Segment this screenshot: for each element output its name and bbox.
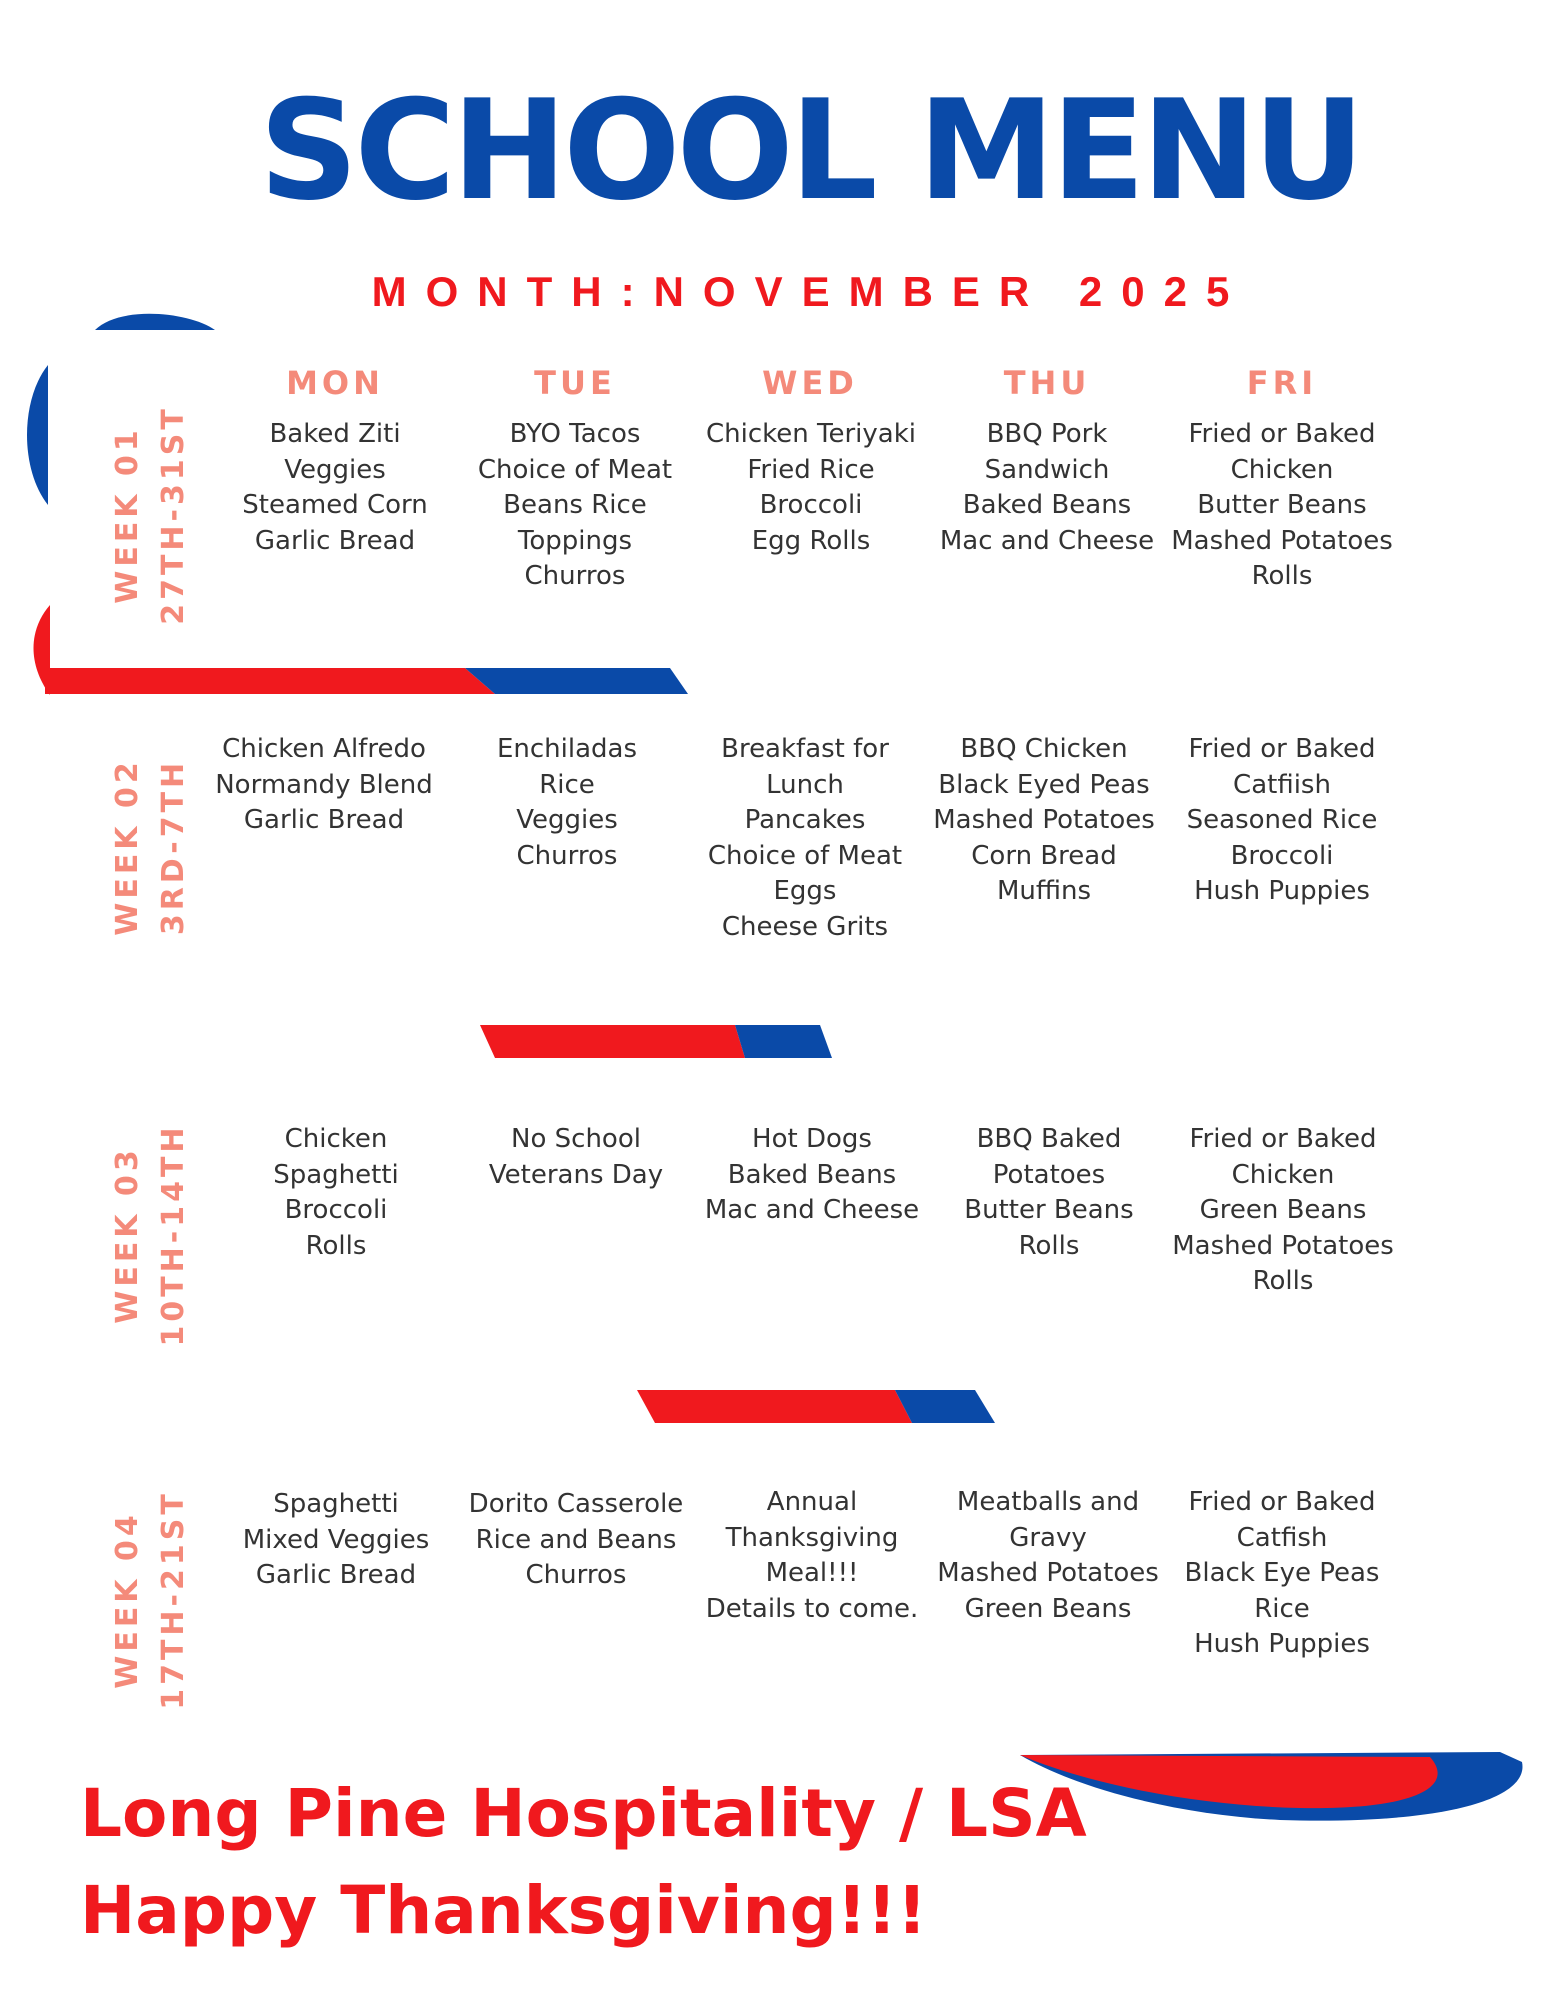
meal-item: Pancakes: [744, 805, 866, 835]
meal-item: Mashed Potatoes: [933, 805, 1155, 835]
meal-item: Seasoned Rice: [1186, 805, 1378, 835]
meal-item: Muffins: [996, 876, 1092, 906]
meal-item: Chicken: [1230, 454, 1334, 485]
meal-item: Black Eyed Peas: [938, 769, 1150, 800]
meal-cell-w1-wed: [691, 417, 931, 559]
meal-item: Chicken Teriyaki: [706, 419, 916, 449]
meal-cell-w1-thu: [927, 417, 1167, 559]
week-dates: 3RD-7TH: [156, 758, 191, 936]
meal-item: Potatoes: [992, 1159, 1106, 1190]
meal-cell-w2-wed: [685, 732, 925, 945]
page-title: SCHOOL MENU: [259, 70, 1361, 231]
meal-item: Dorito Casserole: [468, 1489, 684, 1519]
meal-item: Rice and Beans: [475, 1524, 677, 1555]
meal-item: Cheese Grits: [721, 911, 889, 942]
meal-item: Beans Rice: [503, 490, 647, 520]
meal-cell-w1-fri: [1162, 417, 1402, 595]
meal-item: Garlic Bread: [243, 805, 405, 835]
month-subtitle: MONTH:NOVEMBER 2025: [371, 268, 1249, 315]
meal-item: Broccoli: [759, 490, 863, 520]
meal-item: Eggs: [773, 876, 837, 906]
meal-cell-w3-wed: [692, 1122, 932, 1229]
meal-item: Corn Bread: [971, 840, 1117, 871]
meal-item: Green Beans: [1199, 1195, 1367, 1225]
day-header-tue: TUE: [534, 364, 616, 402]
meal-item: Details to come.: [705, 1593, 919, 1624]
week-number: WEEK 02: [110, 758, 145, 936]
meal-item: Rolls: [1252, 1266, 1314, 1296]
meal-item: Hot Dogs: [752, 1124, 872, 1154]
meal-item: Churros: [524, 561, 626, 591]
meal-item: Breakfast for: [721, 734, 889, 764]
meal-item: Rolls: [1018, 1230, 1080, 1261]
meal-cell-w2-tue: [447, 732, 687, 874]
meal-cell-w1-mon: [215, 417, 455, 559]
meal-item: BBQ Pork: [986, 419, 1108, 449]
blue-arc-top-left: [48, 314, 215, 330]
meal-cell-w3-mon: [216, 1122, 456, 1264]
meal-item: Choice of Meat: [707, 840, 903, 871]
meal-item: Garlic Bread: [255, 1560, 417, 1590]
meal-item: Spaghetti: [273, 1159, 399, 1190]
meal-item: Mac and Cheese: [939, 525, 1155, 556]
meal-item: Butter Beans: [1197, 490, 1367, 520]
meal-item: BBQ Chicken: [960, 734, 1128, 764]
footer-organization: Long Pine Hospitality / LSA: [80, 1775, 1087, 1852]
meal-item: No School: [511, 1124, 641, 1154]
stripe-week3-blue: [895, 1390, 995, 1423]
meal-item: Veterans Day: [488, 1159, 664, 1190]
day-header-thu: THU: [1003, 364, 1091, 402]
stripe-week2-blue: [735, 1025, 832, 1058]
meal-item: Meatballs and: [956, 1487, 1140, 1517]
meal-item: Baked Beans: [727, 1159, 897, 1190]
day-header-fri: FRI: [1246, 364, 1318, 402]
week-label-3: [105, 1075, 215, 1395]
stripe-week1-blue: [465, 668, 688, 694]
week-number: WEEK 01: [110, 426, 145, 604]
week-label-1: [105, 355, 215, 675]
meal-item: Rice: [539, 769, 595, 800]
meal-item: Toppings: [517, 525, 633, 556]
meal-cell-w4-tue: [456, 1487, 696, 1594]
meal-item: Catfish: [1236, 1522, 1328, 1553]
blue-arc-left: [27, 365, 48, 505]
meal-item: Mashed Potatoes: [1172, 1230, 1394, 1261]
meal-cell-w4-mon: [216, 1487, 456, 1594]
stripe-week2: [480, 1025, 745, 1058]
week-number: WEEK 04: [110, 1511, 145, 1689]
week-label-4: [105, 1440, 215, 1760]
meal-item: Hush Puppies: [1194, 1629, 1370, 1659]
meal-item: Hush Puppies: [1194, 876, 1370, 906]
meal-item: Choice of Meat: [477, 454, 673, 485]
meal-item: Butter Beans: [964, 1195, 1134, 1225]
meal-cell-w4-thu: [928, 1485, 1168, 1627]
meal-item: Chicken Alfredo: [222, 734, 426, 764]
stripe-week3: [637, 1390, 912, 1423]
week-label-2: [105, 687, 215, 1007]
meal-cell-w4-wed: [692, 1485, 932, 1627]
meal-item: Fried or Baked: [1189, 1124, 1377, 1154]
meal-item: Egg Rolls: [751, 525, 871, 556]
meal-item: Chicken: [1231, 1159, 1335, 1190]
meal-item: Mashed Potatoes: [1171, 525, 1393, 556]
meal-item: Gravy: [1009, 1522, 1087, 1553]
meal-item: Spaghetti: [273, 1489, 399, 1519]
meal-item: Black Eye Peas: [1184, 1558, 1380, 1588]
meal-cell-w2-thu: [924, 732, 1164, 910]
meal-item: Broccoli: [1230, 840, 1334, 871]
meal-cell-w3-tue: [456, 1122, 696, 1193]
meal-item: Veggies: [516, 805, 618, 835]
meal-item: Fried or Baked: [1188, 1487, 1376, 1517]
meal-item: Rice: [1254, 1593, 1310, 1624]
meal-item: Mac and Cheese: [704, 1195, 920, 1225]
meal-item: Normandy Blend: [215, 769, 433, 800]
meal-item: Rolls: [305, 1230, 367, 1261]
meal-cell-w4-fri: [1162, 1485, 1402, 1663]
meal-item: Churros: [525, 1560, 627, 1590]
week-number: WEEK 03: [110, 1146, 145, 1324]
meal-item: Lunch: [766, 769, 844, 800]
meal-cell-w2-mon: [204, 732, 444, 839]
meal-item: BYO Tacos: [509, 419, 641, 449]
week-dates: 10TH-14TH: [156, 1123, 191, 1347]
day-header-wed: WED: [762, 364, 858, 402]
meal-item: Fried or Baked: [1188, 419, 1376, 449]
meal-item: Rolls: [1251, 561, 1313, 591]
meal-cell-w2-fri: [1162, 732, 1402, 910]
meal-item: Mashed Potatoes: [937, 1558, 1159, 1588]
week-dates: 17TH-21ST: [156, 1490, 191, 1710]
meal-item: Fried or Baked: [1188, 734, 1376, 764]
day-header-mon: MON: [286, 364, 384, 402]
meal-item: Veggies: [284, 454, 386, 485]
meal-item: Enchiladas: [496, 734, 638, 764]
meal-cell-w3-fri: [1163, 1122, 1403, 1300]
footer-greeting: Happy Thanksgiving!!!: [80, 1872, 928, 1949]
meal-item: Fried Rice: [747, 454, 875, 485]
meal-item: Catfiish: [1233, 769, 1331, 800]
meal-item: Churros: [516, 840, 618, 871]
meal-item: Baked Ziti: [269, 419, 401, 449]
meal-item: Mixed Veggies: [242, 1524, 430, 1555]
meal-item: Chicken: [284, 1124, 388, 1154]
meal-item: Steamed Corn: [242, 490, 428, 520]
meal-item: Meal!!!: [765, 1558, 859, 1588]
meal-item: Thanksgiving: [725, 1522, 899, 1553]
meal-item: Green Beans: [964, 1593, 1132, 1624]
meal-item: Garlic Bread: [254, 525, 416, 556]
meal-item: Baked Beans: [962, 490, 1132, 520]
meal-item: Sandwich: [984, 454, 1110, 485]
meal-item: BBQ Baked: [976, 1124, 1122, 1154]
footer: [80, 1765, 1087, 1959]
meal-item: Broccoli: [284, 1195, 388, 1225]
meal-cell-w1-tue: [455, 417, 695, 595]
week-dates: 27TH-31ST: [156, 405, 191, 625]
meal-item: Annual: [766, 1487, 858, 1517]
meal-cell-w3-thu: [929, 1122, 1169, 1264]
